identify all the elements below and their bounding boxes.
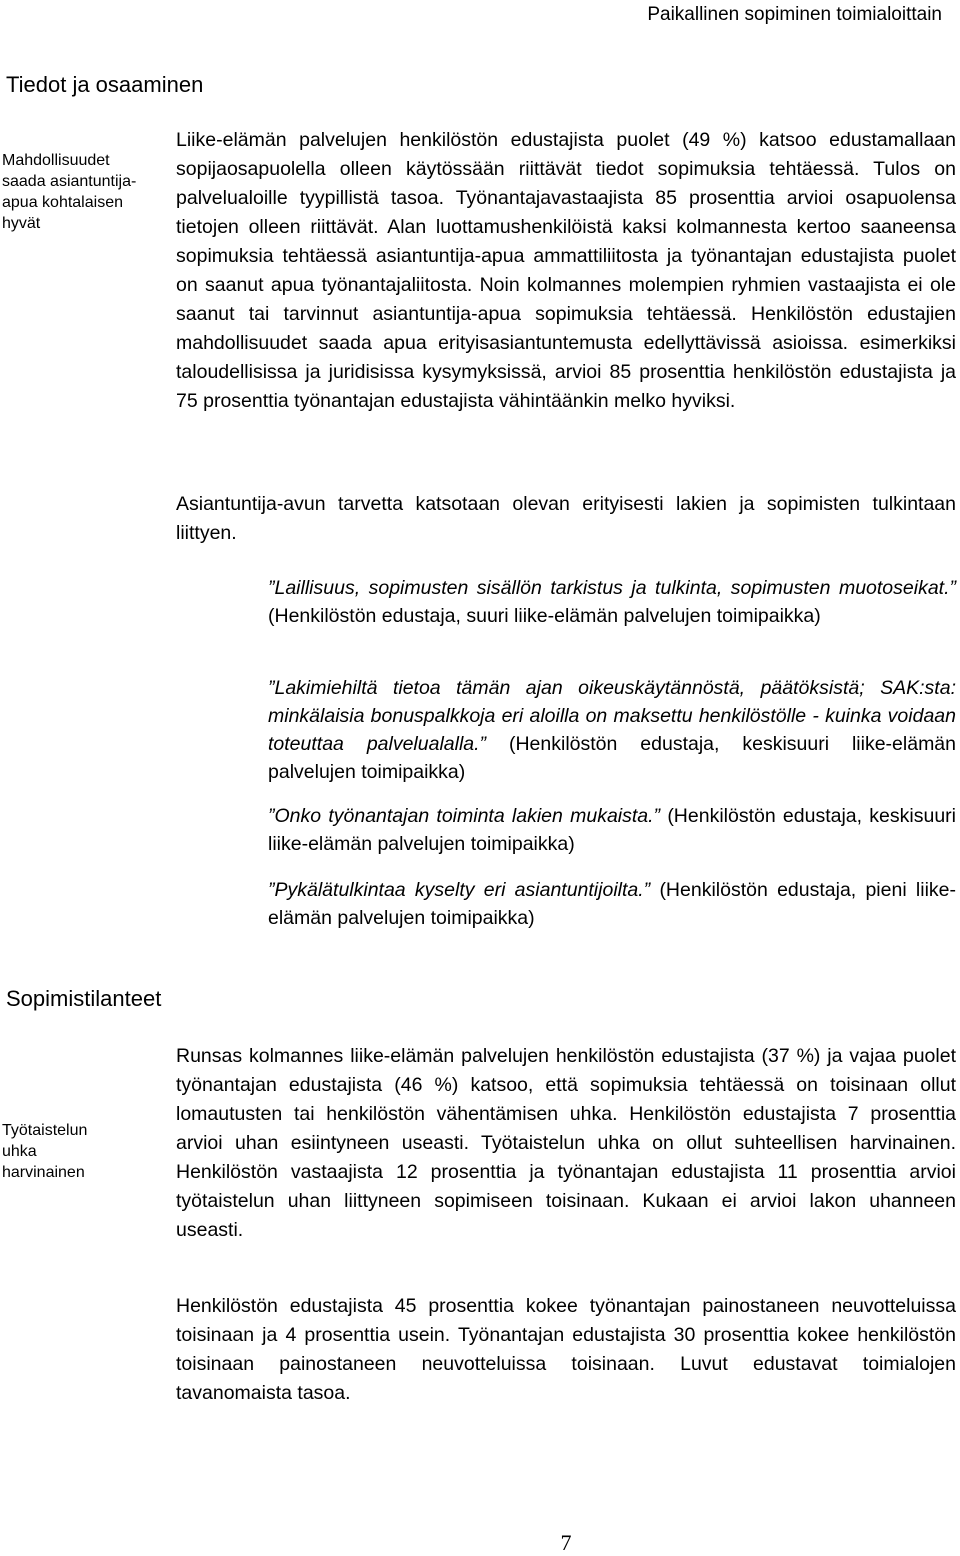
- body-paragraph: Liike-elämän palvelujen henkilöstön edustajista puolet (49 %) katsoo edustamallaan sopijaosapuolella olleen käytössään riittävät tiedot sopimuksia tehtäessä. Tulos on palvelualoille tyypillistä tasoa. Työnantajavastaajista 85 prosenttia arvioi osapuolensa tietojen olleen riittävät. Alan luottamushenkilöistä kaksi kolmannesta kertoo saaneensa sopimuksia tehtäessä asiantuntija-apua ammattiliitosta ja työnantajan edustajista puolet on saanut apua työnantajaliitosta. Noin kolmannes molempien ryhmien vastaajista ei ole saanut tai tarvinnut asiantuntija-apua sopimuksia tehtäessä. Henkilöstön edustajien mahdollisuudet saada apua erityisasiantuntemusta edellyttävissä asioissa. esimerkiksi taloudellisissa ja juridisissa kysymyksissä, arvioi 85 prosenttia henkilöstön edustajista ja 75 prosenttia työnantajan edustajista vähintäänkin melko hyviksi.: [176, 129, 956, 412]
- quote-block: [268, 674, 956, 786]
- quote-source: (Henkilöstön edustaja, pieni liike-elämän palvelujen toimipaikka): [268, 879, 956, 929]
- quote-text: ”Laillisuus, sopimusten sisällön tarkistus ja tulkinta, sopimusten muotoseikat.”: [268, 577, 956, 599]
- body-paragraph: Asiantuntija-avun tarvetta katsotaan olevan erityisesti lakien ja sopimisten tulkintaan liittyen.: [176, 493, 956, 544]
- quote-text: ”Onko työnantajan toiminta lakien mukaista.”: [268, 805, 661, 827]
- quote-source: (Henkilöstön edustaja, suuri liike-elämän palvelujen toimipaikka): [268, 605, 821, 627]
- quote-block: [268, 876, 956, 932]
- quote-source: (Henkilöstön edustaja, keskisuuri liike-elämän palvelujen toimipaikka): [268, 805, 957, 855]
- quote-text: ”Pykälätulkintaa kyselty eri asiantuntijoilta.”: [268, 879, 651, 901]
- quote-text: ”Lakimiehiltä tietoa tämän ajan oikeuskäytännöstä, päätöksistä; SAK:sta: minkälaisia bonuspalkkoja eri aloilla on maksettu henkilöstölle - kuinka voidaan toteuttaa palvelualalla.”: [268, 677, 956, 755]
- quote-block: [268, 574, 956, 630]
- margin-note-asiantuntija: Mahdollisuudet saada asiantuntija-apua kohtalaisen hyvät: [2, 152, 137, 232]
- section-title-sopimistilanteet: Sopimistilanteet: [6, 986, 162, 1011]
- running-header: Paikallinen sopiminen toimialoittain: [647, 4, 942, 25]
- section-title-tiedot: Tiedot ja osaaminen: [6, 72, 204, 97]
- body-paragraph: Henkilöstön edustajista 45 prosenttia kokee työnantajan painostaneen neuvotteluissa toisinaan ja 4 prosenttia usein. Työnantajan edustajista 30 prosenttia kokee henkilöstön toisinaan painostaneen neuvotteluissa toisinaan. Luvut edustavat toimialojen tavanomaista tasoa.: [176, 1295, 956, 1404]
- page-number: 7: [560, 1530, 572, 1555]
- quote-block: [268, 802, 956, 858]
- body-paragraph: Runsas kolmannes liike-elämän palvelujen henkilöstön edustajista (37 %) ja vajaa puolet työnantajan edustajista (46 %) katsoo, että sopimuksia tehtäessä on toisinaan ollut lomautusten tai henkilöstön vähentämisen uhka. Henkilöstön edustajista 7 prosenttia arvioi uhan esiintyneen useasti. Työtaistelun uhka on ollut suhteellisen harvinainen. Henkilöstön vastaajista 12 prosenttia ja työnantajan edustajista 11 prosenttia arvioi työtaistelun uhan liittyneen sopimiseen toisinaan. Kukaan ei arvioi lakon uhanneen useasti.: [176, 1045, 956, 1241]
- margin-note-tyotaistelu: Työtaistelun uhka harvinainen: [2, 1122, 88, 1181]
- quote-source: (Henkilöstön edustaja, keskisuuri liike-elämän palvelujen toimipaikka): [268, 733, 956, 783]
